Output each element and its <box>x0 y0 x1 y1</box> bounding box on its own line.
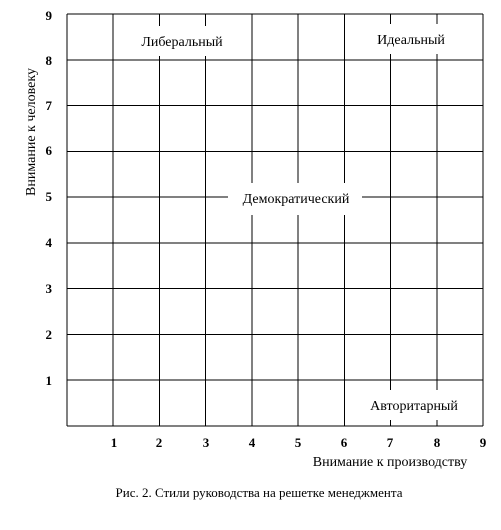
region-democratic: Демократический <box>242 192 350 207</box>
x-tick-1: 1 <box>110 435 118 450</box>
x-tick-7: 7 <box>386 435 394 450</box>
y-axis-ticks <box>46 8 53 388</box>
region-liberal: Либеральный <box>141 35 223 50</box>
y-axis-title: Внимание к человеку <box>24 68 39 196</box>
x-tick-6: 6 <box>340 435 348 450</box>
y-tick-4: 4 <box>45 235 52 250</box>
x-tick-3: 3 <box>202 435 210 450</box>
y-tick-7: 7 <box>45 98 52 113</box>
y-tick-2: 2 <box>45 327 52 342</box>
region-authoritarian: Авторитарный <box>370 399 458 414</box>
y-tick-5: 5 <box>45 189 52 204</box>
y-tick-1: 1 <box>45 373 52 388</box>
x-tick-5: 5 <box>294 435 302 450</box>
x-tick-2: 2 <box>155 435 163 450</box>
x-axis-ticks <box>111 435 487 450</box>
y-tick-6: 6 <box>45 143 52 158</box>
y-tick-9: 9 <box>45 8 52 23</box>
x-tick-4: 4 <box>248 435 256 450</box>
figure-caption: Рис. 2. Стили руководства на решетке менеджмента <box>115 485 403 500</box>
x-tick-9: 9 <box>479 435 487 450</box>
x-tick-8: 8 <box>433 435 441 450</box>
x-axis-title: Внимание к производству <box>312 455 468 470</box>
y-tick-8: 8 <box>45 53 52 68</box>
y-tick-3: 3 <box>45 281 52 296</box>
grid-lines <box>67 14 483 426</box>
region-ideal: Идеальный <box>377 33 445 48</box>
